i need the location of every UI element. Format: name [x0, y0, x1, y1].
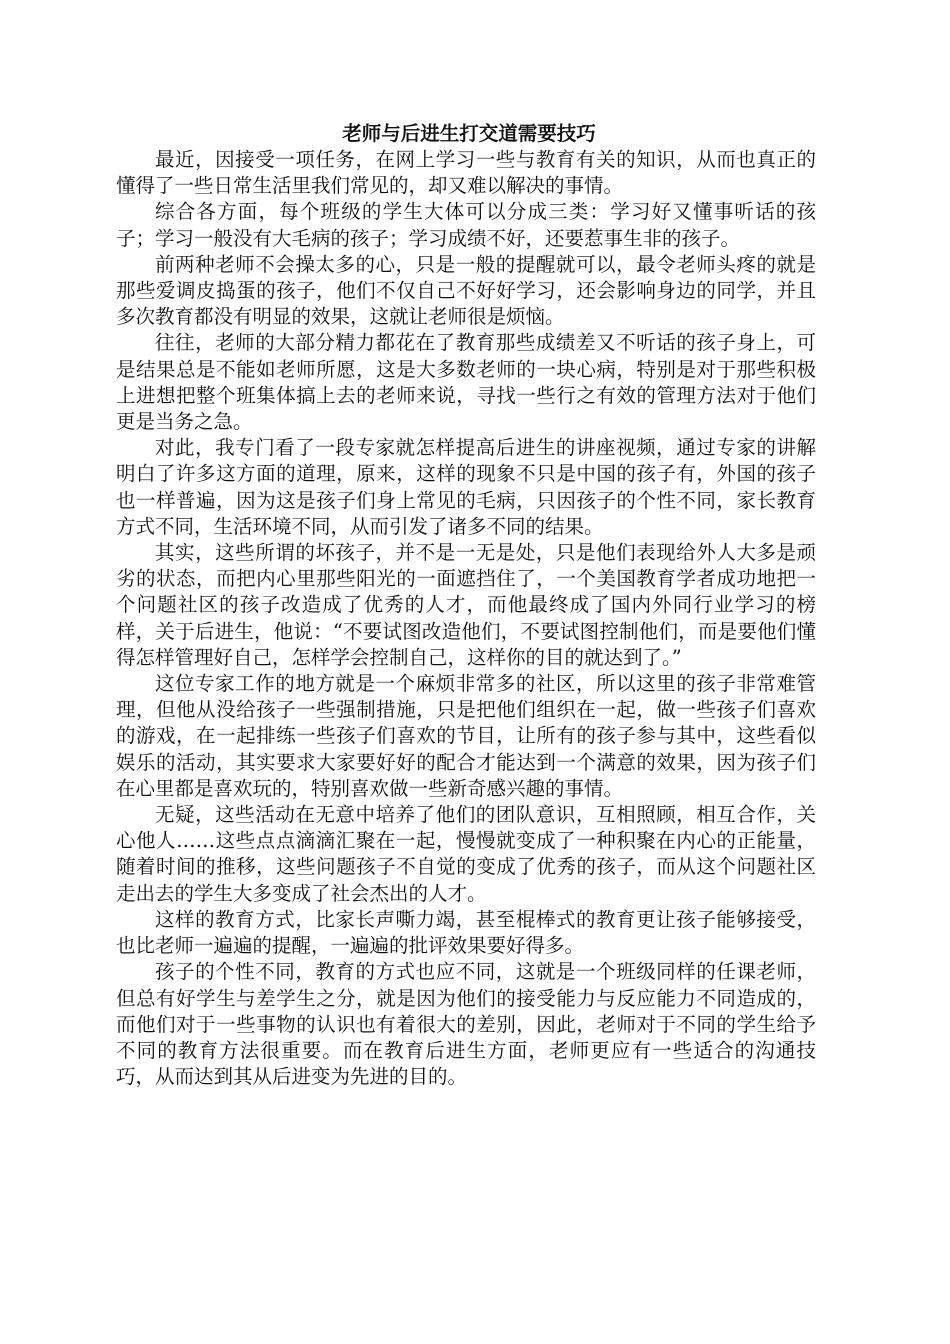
paragraph-3: 前两种老师不会操太多的心，只是一般的提醒就可以，最令老师头疼的就是那些爱调皮捣蛋的孩子，他们不仅自己不好好学习，还会影响身边的同学，并且多次教育都没有明显的效果，这就让老师很是烦恼。	[116, 252, 816, 329]
paragraph-7: 这位专家工作的地方就是一个麻烦非常多的社区，所以这里的孩子非常难管理，但他从没给孩子一些强制措施，只是把他们组织在一起，做一些孩子们喜欢的游戏，在一起排练一些孩子们喜欢的节目，让所有的孩子参与其中，这些看似娱乐的活动，其实要求大家要好好的配合才能达到一个满意的效果，因为孩子们在心里都是喜欢玩的，特别喜欢做一些新奇感兴趣的事情。	[116, 672, 816, 800]
paragraph-4: 往往，老师的大部分精力都花在了教育那些成绩差又不听话的孩子身上，可是结果总是不能如老师所愿，这是大多数老师的一块心病，特别是对于那些积极上进想把整个班集体搞上去的老师来说，寻找一些行之有效的管理方法对于他们更是当务之急。	[116, 331, 816, 434]
paragraph-2: 综合各方面，每个班级的学生大体可以分成三类：学习好又懂事听话的孩子；学习一般没有大毛病的孩子；学习成绩不好，还要惹事生非的孩子。	[116, 200, 816, 250]
paragraph-1: 最近，因接受一项任务，在网上学习一些与教育有关的知识，从而也真正的懂得了一些日常生活里我们常见的，却又难以解决的事情。	[116, 148, 816, 198]
paragraph-5: 对此，我专门看了一段专家就怎样提高后进生的讲座视频，通过专家的讲解明白了许多这方面的道理，原来，这样的现象不只是中国的孩子有，外国的孩子也一样普遍，因为这是孩子们身上常见的毛病，只因孩子的个性不同，家长教育方式不同，生活环境不同，从而引发了诸多不同的结果。	[116, 436, 816, 538]
paragraph-6: 其实，这些所谓的坏孩子，并不是一无是处，只是他们表现给外人大多是顽劣的状态，而把内心里那些阳光的一面遮挡住了，一个美国教育学者成功地把一个问题社区的孩子改造成了优秀的人才，而他最终成了国内外同行业学习的榜样，关于后进生，他说：“不要试图改造他们，不要试图控制他们，而是要他们懂得怎样管理好自己，怎样学会控制自己，这样你的目的就达到了。”	[116, 541, 816, 669]
paragraph-8: 无疑，这些活动在无意中培养了他们的团队意识，互相照顾，相互合作，关心他人……这些点点滴滴汇聚在一起，慢慢就变成了一种积聚在内心的正能量，随着时间的推移，这些问题孩子不自觉的变成了优秀的孩子，而从这个问题社区走出去的学生大多变成了社会杰出的人才。	[116, 803, 816, 905]
document-body	[116, 121, 816, 1090]
document-title: 老师与后进生打交道需要技巧	[342, 122, 596, 145]
paragraph-10: 孩子的个性不同，教育的方式也应不同，这就是一个班级同样的任课老师，但总有好学生与差学生之分，就是因为他们的接受能力与反应能力不同造成的，而他们对于一些事物的认识也有着很大的差别，因此，老师对于不同的学生给予不同的教育方法很重要。而在教育后进生方面，老师更应有一些适合的沟通技巧，从而达到其从后进变为先进的目的。	[116, 960, 816, 1089]
paragraph-9: 这样的教育方式，比家长声嘶力竭，甚至棍棒式的教育更让孩子能够接受，也比老师一遍遍的提醒，一遍遍的批评效果要好得多。	[116, 907, 816, 958]
